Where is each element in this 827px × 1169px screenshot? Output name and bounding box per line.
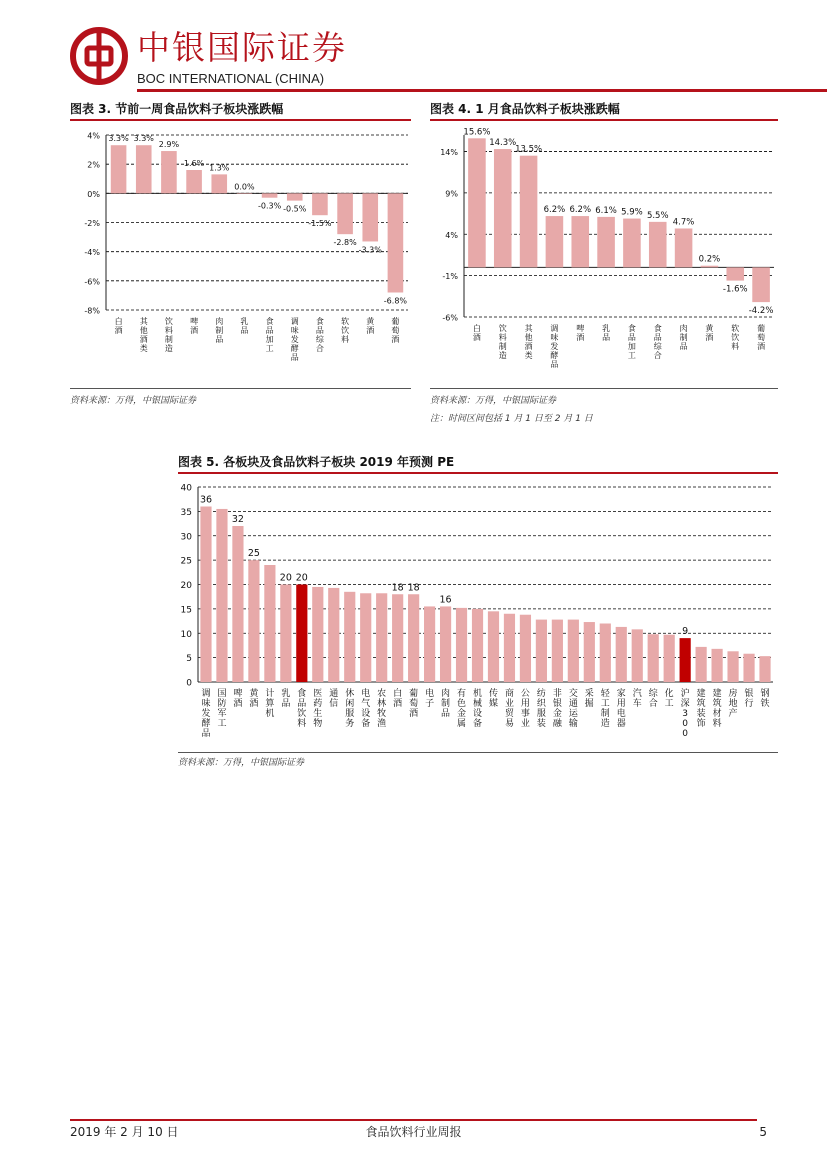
data-label: 4.7% — [672, 217, 695, 228]
x-tick-label: 机械设备 — [473, 689, 483, 729]
y-tick-label: 5 — [186, 654, 192, 665]
data-label: 6.2% — [569, 205, 592, 216]
x-tick-label: 调味发酵品 — [290, 317, 299, 362]
y-tick-label: -2% — [84, 219, 100, 228]
bar — [632, 629, 643, 682]
data-label: 1.6% — [183, 159, 205, 168]
bar — [456, 608, 467, 682]
bar — [623, 219, 641, 268]
data-label: 18 — [407, 582, 420, 594]
x-tick-label: 其他酒类 — [524, 324, 533, 360]
chart5-title-rule — [178, 472, 778, 474]
bar — [494, 149, 512, 267]
data-label: 15.6% — [463, 127, 491, 138]
bar — [664, 635, 675, 682]
page-number: 5 — [759, 1125, 767, 1139]
data-label: 5.9% — [621, 207, 643, 218]
y-tick-label: 2% — [87, 160, 100, 170]
bar — [287, 193, 303, 200]
x-tick-label: 食品饮料 — [297, 689, 307, 729]
y-tick-label: 0% — [87, 189, 100, 199]
bar — [248, 560, 259, 682]
bar — [376, 593, 387, 682]
bar — [232, 526, 243, 682]
data-label: -3.3% — [358, 245, 382, 255]
brand-name-cn: 中银国际证券 — [137, 28, 347, 67]
x-tick-label: 其他酒类 — [139, 317, 148, 353]
x-tick-label: 银行 — [744, 689, 754, 709]
x-tick-label: 啤酒 — [233, 689, 243, 709]
bar — [726, 267, 744, 280]
y-tick-label: 35 — [180, 507, 192, 518]
x-tick-label: 建筑材料 — [712, 689, 722, 729]
chart4-note: 注：时间区间包括 1 月 1 日至 2 月 1 日 — [430, 414, 593, 424]
bar — [680, 638, 691, 682]
chart3-title: 图表 3. 节前一周食品饮料子板块涨跌幅 — [70, 102, 284, 116]
x-tick-label: 饮料制造 — [498, 324, 507, 360]
y-tick-label: 30 — [180, 532, 192, 543]
chart5-source: 资料来源：万得，中银国际证券 — [178, 758, 305, 768]
x-tick-label: 葡萄酒 — [391, 317, 400, 344]
x-tick-label: 饮料制造 — [164, 317, 173, 353]
bar — [504, 614, 515, 682]
x-tick-label: 软饮料 — [731, 324, 740, 351]
chart4-title-rule — [430, 119, 778, 121]
bar — [211, 174, 227, 193]
bar — [216, 509, 227, 682]
x-tick-label: 农林牧渔 — [377, 689, 387, 729]
bar — [312, 587, 323, 682]
bar — [296, 585, 307, 683]
x-tick-label: 电气设备 — [361, 689, 371, 729]
x-tick-label: 肉制品 — [215, 317, 224, 344]
x-tick-label: 葡萄酒 — [409, 689, 419, 719]
y-tick-label: 0 — [186, 678, 192, 689]
data-label: -0.3% — [257, 201, 282, 211]
bar — [161, 151, 177, 193]
data-label: 3.3% — [108, 134, 129, 144]
x-tick-label: 食品加工 — [265, 317, 274, 353]
x-tick-label: 综合 — [648, 689, 658, 709]
x-tick-label: 调味发酵品 — [201, 689, 211, 739]
data-label: 6.1% — [595, 205, 617, 216]
data-label: 5.5% — [646, 210, 669, 221]
chart4-source: 资料来源：万得，中银国际证券 — [430, 396, 557, 406]
x-tick-label: 黄酒 — [705, 324, 714, 342]
bar — [759, 656, 770, 682]
y-tick-label: 20 — [180, 581, 192, 591]
bar — [597, 217, 615, 267]
x-tick-label: 采掘 — [584, 689, 594, 709]
x-tick-label: 调味发酵品 — [550, 324, 559, 369]
bar — [360, 593, 371, 682]
x-tick-label: 纺织服装 — [536, 689, 546, 729]
x-tick-label: 国防军工 — [217, 689, 227, 729]
bar — [280, 585, 291, 683]
x-tick-label: 非银金融 — [552, 689, 562, 729]
x-tick-label: 食品综合 — [315, 317, 324, 353]
y-tick-label: -6% — [442, 313, 458, 323]
chart4 — [430, 122, 778, 384]
data-label: -6.8% — [383, 296, 408, 306]
x-tick-label: 乳品 — [240, 317, 249, 335]
bar — [312, 193, 328, 215]
bar — [743, 654, 754, 682]
bar — [237, 193, 253, 194]
chart4-title: 图表 4. 1 月食品饮料子板块涨跌幅 — [430, 102, 620, 116]
bar — [440, 606, 451, 682]
x-tick-label: 黄酒 — [366, 317, 375, 335]
bar — [262, 193, 278, 197]
data-label: 36 — [199, 494, 213, 506]
data-label: 16 — [439, 594, 452, 606]
y-tick-label: 4% — [87, 131, 100, 141]
x-tick-label: 电子 — [425, 689, 435, 709]
x-tick-label: 葡萄酒 — [757, 324, 766, 351]
bar — [424, 606, 435, 682]
chart3-bottom-rule — [70, 388, 411, 389]
chart5-bottom-rule — [178, 752, 778, 753]
footer-title: 食品饮料行业周报 — [365, 1125, 462, 1139]
data-label: 18 — [391, 582, 404, 594]
data-label: 6.2% — [543, 205, 566, 216]
bar — [408, 594, 419, 682]
bar — [362, 193, 378, 241]
bar — [727, 651, 738, 682]
bar — [472, 609, 483, 682]
y-tick-label: 4% — [445, 230, 458, 240]
y-tick-label: 40 — [180, 483, 192, 494]
bar — [388, 193, 404, 292]
bar — [200, 507, 211, 683]
x-tick-label: 商业贸易 — [504, 689, 514, 729]
x-tick-label: 乳品 — [281, 689, 291, 709]
x-tick-label: 建筑装饰 — [696, 689, 706, 729]
x-tick-label: 钢铁 — [760, 689, 770, 709]
bar — [337, 193, 353, 234]
bar — [568, 620, 579, 682]
data-label: -1.6% — [722, 284, 748, 295]
y-tick-label: -1% — [442, 272, 458, 282]
bar — [536, 620, 547, 682]
bar — [520, 615, 531, 682]
x-tick-label: 通信 — [329, 689, 339, 709]
y-tick-label: 10 — [180, 629, 192, 640]
x-tick-label: 休闲服务 — [345, 689, 355, 729]
data-label: 9 — [682, 626, 689, 638]
x-tick-label: 啤酒 — [576, 324, 585, 342]
chart3-title-rule — [70, 119, 411, 121]
chart3-source: 资料来源：万得，中银国际证券 — [70, 396, 197, 406]
footer-rule — [70, 1119, 757, 1121]
x-tick-label: 房地产 — [728, 689, 738, 719]
bar — [111, 145, 127, 193]
x-tick-label: 医药生物 — [313, 689, 323, 729]
y-tick-label: -8% — [84, 306, 100, 316]
data-label: 13.5% — [515, 144, 543, 155]
x-tick-label: 有色金属 — [457, 689, 467, 729]
data-label: 14.3% — [489, 138, 517, 149]
bar — [701, 266, 719, 268]
chart4-bottom-rule — [430, 388, 778, 389]
data-label: 2.9% — [158, 140, 180, 150]
x-tick-label: 汽车 — [632, 689, 642, 709]
x-tick-label: 传媒 — [488, 689, 498, 709]
bar — [468, 138, 486, 267]
data-label: 0.2% — [698, 254, 721, 265]
y-tick-label: 15 — [180, 605, 192, 616]
x-tick-label: 家用电器 — [616, 689, 626, 729]
bar — [488, 611, 499, 682]
x-tick-label: 乳品 — [602, 324, 611, 342]
data-label: 0.0% — [234, 182, 255, 192]
bar — [344, 592, 355, 682]
x-tick-label: 公用事业 — [520, 689, 530, 729]
data-label: 1.3% — [209, 163, 230, 173]
data-label: 20 — [295, 572, 308, 584]
x-tick-label: 化工 — [664, 689, 674, 709]
data-label: -2.8% — [333, 238, 357, 248]
footer-date: 2019 年 2 月 10 日 — [70, 1125, 179, 1139]
bar — [584, 622, 595, 682]
data-label: 32 — [231, 514, 244, 525]
bar — [600, 624, 611, 683]
bar — [546, 216, 564, 267]
x-tick-label: 白酒 — [393, 689, 403, 709]
data-label: -1.5% — [308, 219, 332, 229]
x-tick-label: 肉制品 — [679, 324, 688, 351]
x-tick-label: 交通运输 — [568, 689, 578, 729]
bar — [392, 594, 403, 682]
chart3 — [70, 122, 411, 384]
bar — [649, 222, 667, 268]
x-tick-label: 轻工制造 — [600, 689, 610, 729]
bar — [648, 634, 659, 682]
bar — [696, 647, 707, 682]
x-tick-label: 食品综合 — [653, 324, 662, 360]
bar — [571, 216, 589, 267]
x-tick-label: 沪深 3 0 0 — [680, 689, 690, 739]
data-label: 3.3% — [133, 134, 154, 144]
data-label: -0.5% — [283, 204, 307, 214]
x-tick-label: 肉制品 — [441, 689, 451, 719]
y-tick-label: 25 — [180, 556, 192, 567]
bar — [552, 620, 563, 682]
x-tick-label: 计算机 — [265, 689, 275, 719]
y-tick-label: 14% — [440, 148, 458, 158]
bar — [752, 267, 770, 302]
data-label: 25 — [247, 548, 260, 560]
y-tick-label: -4% — [84, 248, 100, 258]
y-tick-label: -6% — [84, 277, 100, 287]
chart5-title: 图表 5. 各板块及食品饮料子板块 2019 年预测 PE — [178, 455, 455, 469]
bar — [675, 228, 693, 267]
bar — [264, 565, 275, 682]
boc-logo — [70, 27, 128, 85]
bar — [136, 145, 152, 193]
chart5 — [178, 475, 778, 749]
bar — [328, 588, 339, 682]
y-tick-label: 9% — [445, 189, 458, 199]
x-tick-label: 啤酒 — [190, 317, 199, 335]
x-tick-label: 白酒 — [472, 324, 481, 342]
bar — [712, 649, 723, 682]
header-rule — [137, 89, 827, 92]
data-label: -4.2% — [748, 306, 774, 317]
data-label: 20 — [279, 572, 292, 584]
x-tick-label: 软饮料 — [341, 317, 350, 344]
bar — [520, 156, 538, 268]
bar — [186, 170, 202, 193]
x-tick-label: 白酒 — [114, 317, 123, 335]
x-tick-label: 黄酒 — [249, 689, 259, 709]
brand-name-en: BOC INTERNATIONAL (CHINA) — [137, 71, 325, 86]
bar — [616, 627, 627, 682]
x-tick-label: 食品加工 — [627, 324, 636, 360]
